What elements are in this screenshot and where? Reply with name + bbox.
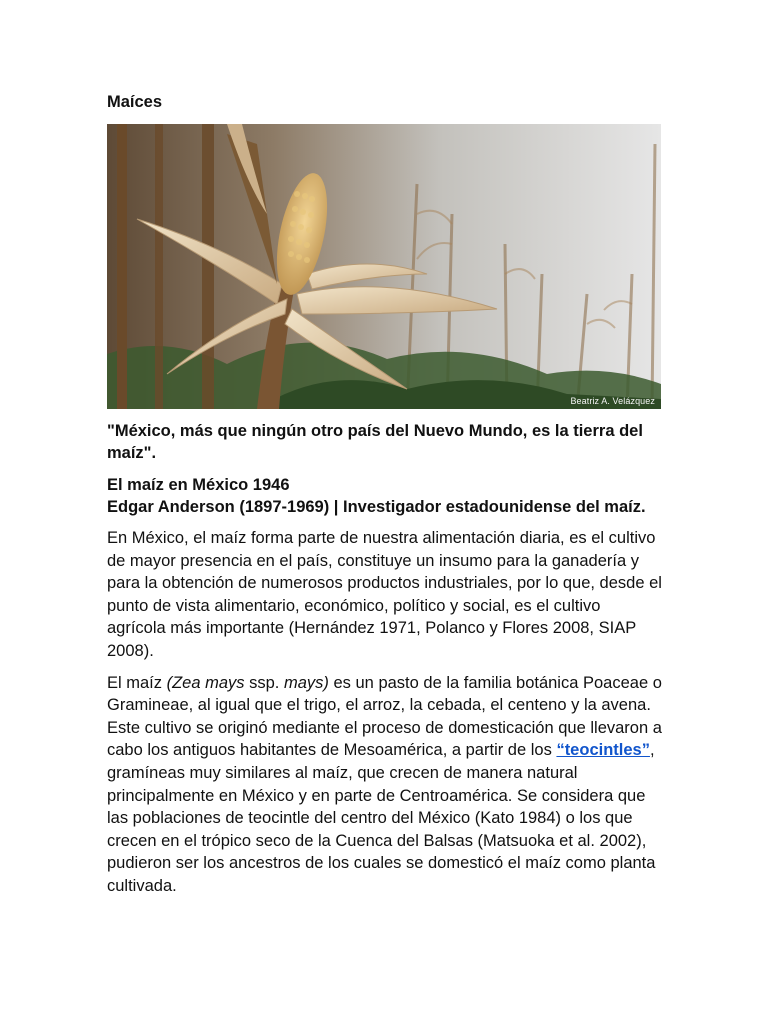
quote-source xyxy=(107,474,663,518)
source-title: El maíz en México 1946 xyxy=(107,476,290,494)
p2-text-4: , gramíneas muy similares al maíz, que crecen de manera natural principalmente en México y en parte de Centroamérica. Se considera que las poblaciones de teocintle del centro del México (Kato 1984) o los que crecen en el trópico seco de la Cuenca del Balsas (Matsuoka et al. 2002), pudieron ser los ancestros de los cuales se domesticó el maíz como planta cultivada. xyxy=(107,741,656,895)
document-page xyxy=(107,92,663,898)
paragraph-2 xyxy=(107,672,663,898)
p2-italic-2: mays) xyxy=(283,673,329,692)
p2-italic-1: (Zea mays xyxy=(166,673,245,692)
corn-illustration xyxy=(107,124,661,409)
p2-text-2: ssp. xyxy=(244,673,284,692)
page-title: Maíces xyxy=(107,93,163,111)
source-author: Edgar Anderson (1897-1969) | Investigador estadounidense del maíz. xyxy=(107,498,646,516)
corn-photo xyxy=(107,124,661,409)
p2-text-3: es un pasto de la familia botánica Poaceae o Gramineae, al igual que el trigo, el arroz, la cebada, el centeno y la avena. Este cultivo se originó mediante el proceso de domesticación que llevaron a cabo los antiguos habitantes de Mesoamérica, a partir de los xyxy=(107,673,662,760)
photo-credit: Beatriz A. Velázquez xyxy=(570,396,655,406)
teocintles-link[interactable]: “teocintles” xyxy=(556,741,650,760)
paragraph-1: En México, el maíz forma parte de nuestra alimentación diaria, es el cultivo de mayor presencia en el país, constituye un insumo para la ganadería y para la obtención de numerosos productos industriales, por lo que, desde el punto de vista alimentario, económico, político y social, es el cultivo agrícola más importante (Hernández 1971, Polanco y Flores 2008, SIAP 2008). xyxy=(107,529,662,660)
p2-text-1: El maíz xyxy=(107,673,167,692)
quote: "México, más que ningún otro país del Nuevo Mundo, es la tierra del maíz". xyxy=(107,422,643,462)
